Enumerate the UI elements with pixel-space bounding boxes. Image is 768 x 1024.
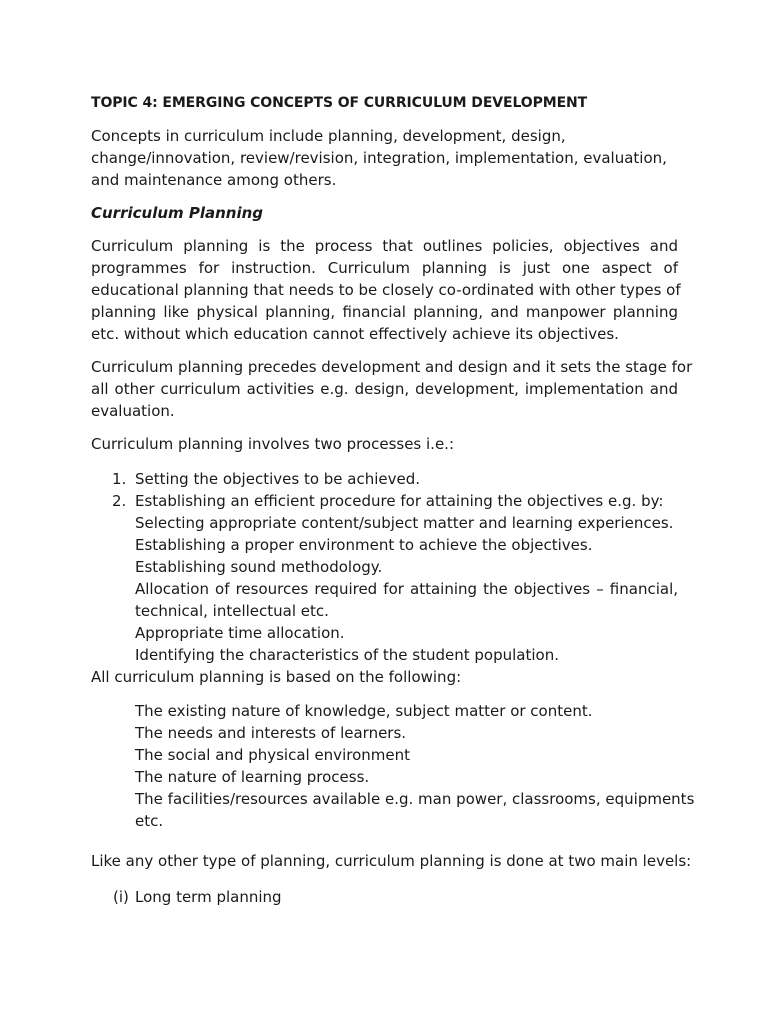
paragraph-line: educational planning that needs to be closely co-ordinated with other types of: [91, 281, 681, 299]
paragraph-line: all other curriculum activities e.g. design, development, implementation and: [91, 380, 678, 398]
list-number: 2.: [112, 492, 127, 510]
paragraph-line: programmes for instruction. Curriculum planning is just one aspect of: [91, 259, 678, 277]
basis-intro: All curriculum planning is based on the following:: [91, 668, 462, 686]
procedure-sublist: [91, 512, 678, 666]
sublist-item: Appropriate time allocation.: [135, 624, 345, 642]
two-processes-intro: Curriculum planning involves two processes i.e.:: [91, 435, 455, 453]
basis-item: The nature of learning process.: [135, 768, 370, 786]
document-body: [91, 93, 695, 908]
basis-list: [91, 700, 695, 832]
basis-item: The existing nature of knowledge, subject matter or content.: [135, 702, 593, 720]
paragraph-line: etc. without which education cannot effectively achieve its objectives.: [91, 325, 619, 343]
basis-item: The social and physical environment: [135, 746, 410, 764]
section-heading: Curriculum Planning: [91, 204, 264, 222]
list-item: [91, 468, 678, 490]
list-item: [91, 886, 678, 908]
list-number: 1.: [112, 470, 127, 488]
intro-paragraph: [91, 125, 678, 191]
paragraph-line: evaluation.: [91, 402, 175, 420]
intro-line: change/innovation, review/revision, integration, implementation, evaluation,: [91, 149, 667, 167]
planning-precedes-paragraph: [91, 356, 693, 422]
list-item: [91, 490, 678, 512]
sublist-item: Identifying the characteristics of the student population.: [135, 646, 559, 664]
paragraph-line: planning like physical planning, financial planning, and manpower planning: [91, 303, 678, 321]
sublist-item: Establishing sound methodology.: [135, 558, 383, 576]
intro-line: Concepts in curriculum include planning, development, design,: [91, 127, 566, 145]
levels-intro: Like any other type of planning, curriculum planning is done at two main levels:: [91, 852, 692, 870]
levels-list: [91, 886, 678, 908]
sublist-item-continued: technical, intellectual etc.: [135, 602, 329, 620]
sublist-item: Allocation of resources required for attaining the objectives – financial,: [135, 580, 678, 598]
paragraph-line: Curriculum planning is the process that outlines policies, objectives and: [91, 237, 678, 255]
sublist-item: Selecting appropriate content/subject matter and learning experiences.: [135, 514, 674, 532]
list-item-text: Long term planning: [135, 888, 282, 906]
list-item-text: Setting the objectives to be achieved.: [135, 470, 421, 488]
sublist-item: Establishing a proper environment to achieve the objectives.: [135, 536, 593, 554]
list-item-text: Establishing an efficient procedure for attaining the objectives e.g. by:: [135, 492, 664, 510]
planning-definition-paragraph: [91, 235, 681, 345]
basis-item-continued: etc.: [135, 812, 164, 830]
intro-line: and maintenance among others.: [91, 171, 337, 189]
basis-item: The facilities/resources available e.g. man power, classrooms, equipments: [135, 790, 695, 808]
list-number: (i): [113, 888, 129, 906]
page-title: TOPIC 4: EMERGING CONCEPTS OF CURRICULUM DEVELOPMENT: [91, 95, 588, 111]
paragraph-line: Curriculum planning precedes development and design and it sets the stage for: [91, 358, 693, 376]
process-list: [91, 468, 678, 666]
basis-item: The needs and interests of learners.: [135, 724, 407, 742]
